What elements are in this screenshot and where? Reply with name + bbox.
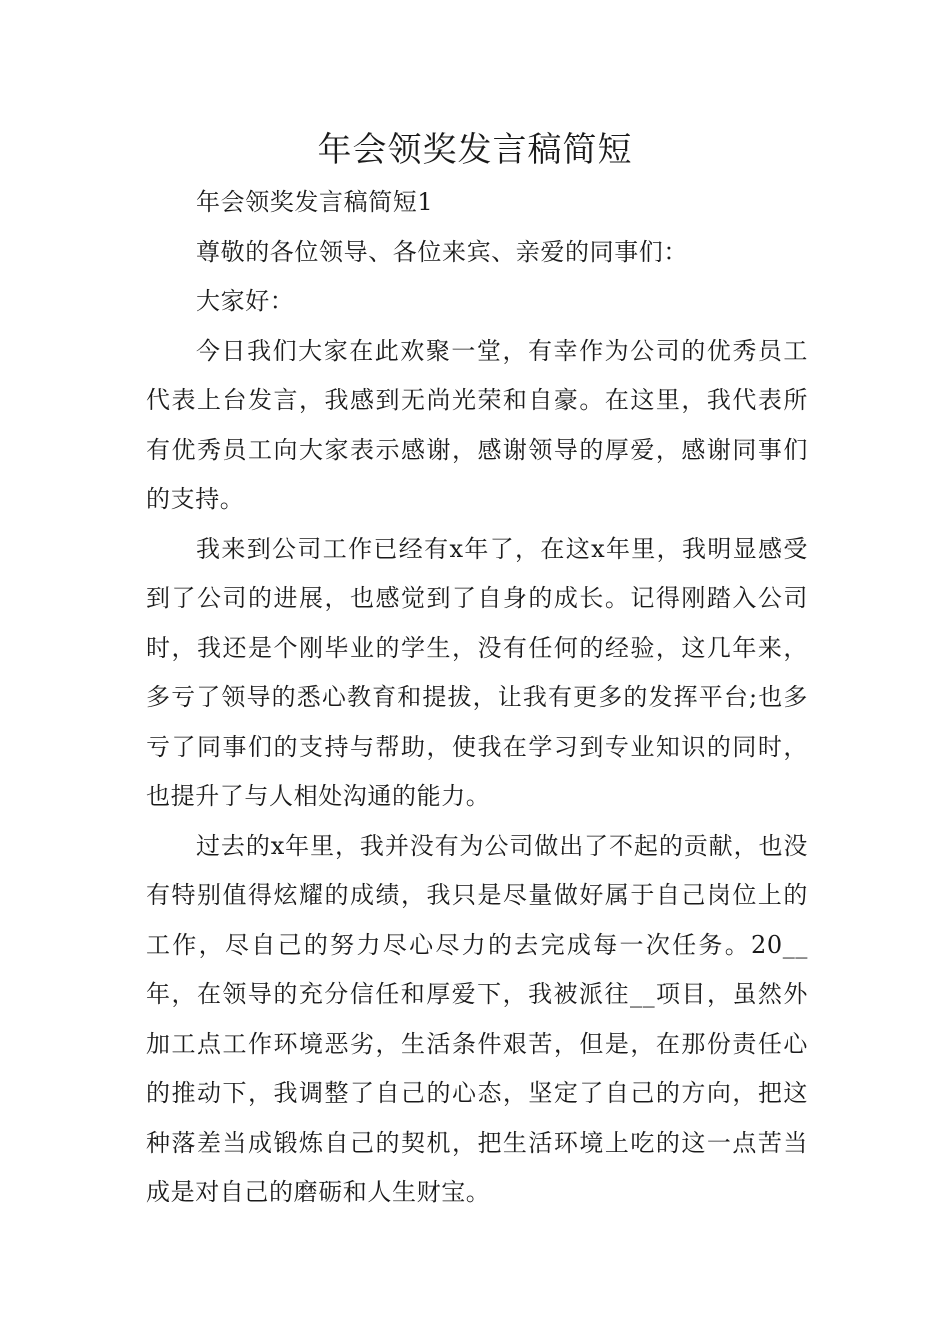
document-body bbox=[146, 178, 808, 1218]
paragraph-growth: 我来到公司工作已经有x年了，在这x年里，我明显感受到了公司的进展，也感觉到了自身的成长。记得刚踏入公司时，我还是个刚毕业的学生，没有任何的经验，这几年来，多亏了领导的悉心教育和提拔，让我有更多的发挥平台;也多亏了同事们的支持与帮助，使我在学习到专业知识的同时，也提升了与人相处沟通的能力。 bbox=[146, 534, 808, 810]
paragraph-greeting: 大家好： bbox=[196, 287, 295, 315]
paragraph-past-years: 过去的x年里，我并没有为公司做出了不起的贡献，也没有特别值得炫耀的成绩，我只是尽量做好属于自己岗位上的工作，尽自己的努力尽心尽力的去完成每一次任务。20__年，在领导的充分信任和厚爱下，我被派往__项目，虽然外加工点工作环境恶劣，生活条件艰苦，但是，在那份责任心的推动下，我调整了自己的心态，坚定了自己的方向，把这种落差当成锻炼自己的契机，把生活环境上吃的这一点苦当成是对自己的磨砺和人生财宝。 bbox=[146, 831, 808, 1206]
paragraph-subtitle: 年会领奖发言稿简短1 bbox=[196, 188, 434, 216]
paragraph-intro: 今日我们大家在此欢聚一堂，有幸作为公司的优秀员工代表上台发言，我感到无尚光荣和自豪。在这里，我代表所有优秀员工向大家表示感谢，感谢领导的厚爱，感谢同事们的支持。 bbox=[146, 336, 808, 513]
paragraph-salutation: 尊敬的各位领导、各位来宾、亲爱的同事们： bbox=[196, 237, 688, 266]
document-title: 年会领奖发言稿简短 bbox=[317, 130, 633, 170]
